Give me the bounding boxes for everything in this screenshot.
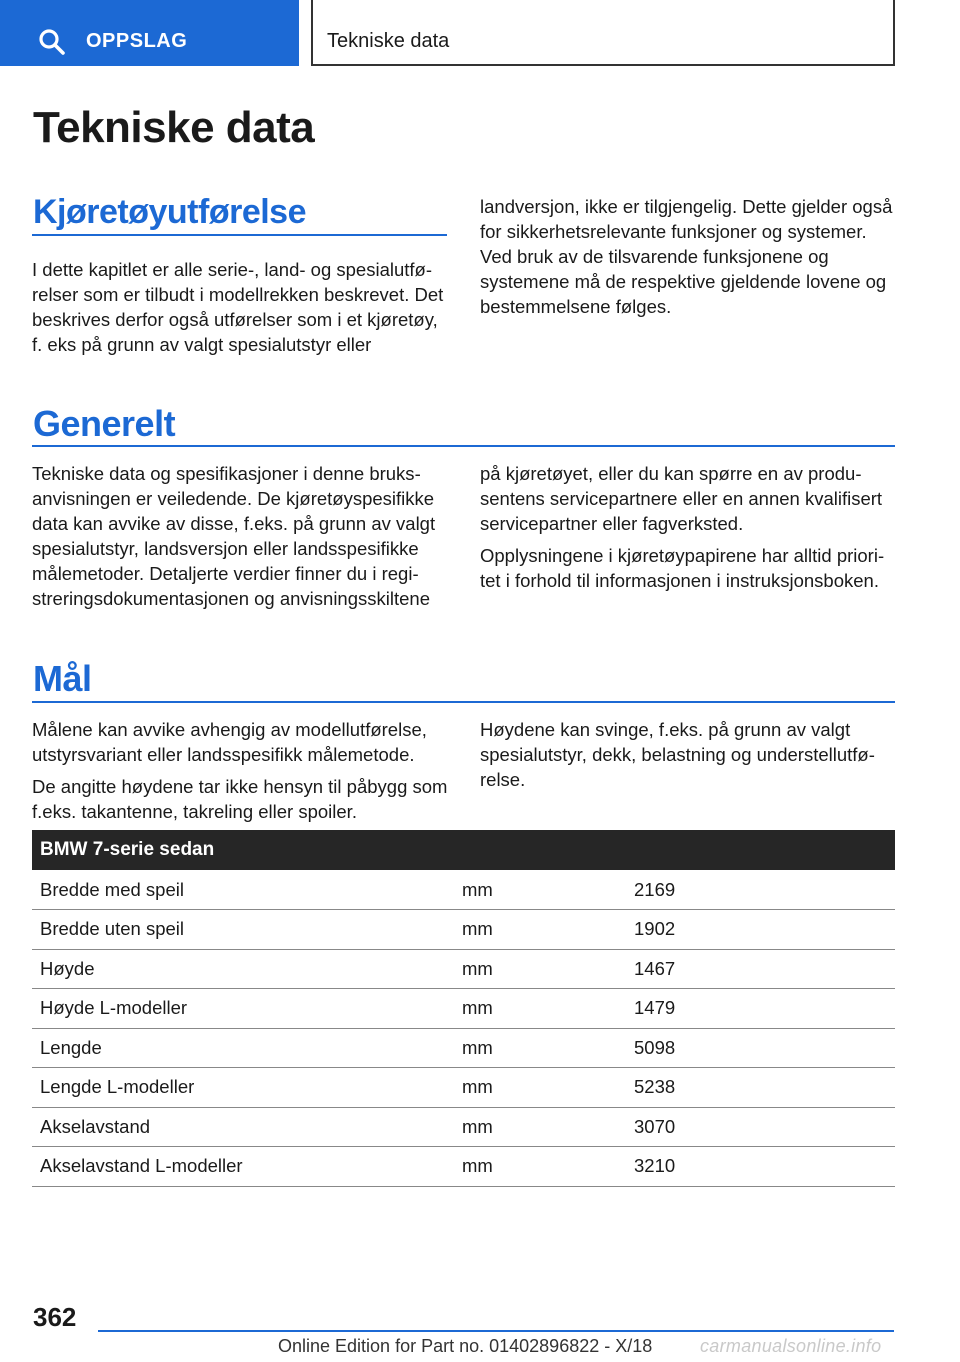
row-value: 3210	[634, 1147, 895, 1187]
section-heading-vehicle: Kjøretøyutførelse	[33, 193, 306, 231]
row-label: Lengde	[32, 1028, 462, 1068]
row-label: Akselavstand L-modeller	[32, 1147, 462, 1187]
row-value: 1902	[634, 910, 895, 950]
table-header: BMW 7-serie sedan	[32, 830, 895, 870]
row-value: 2169	[634, 870, 895, 910]
row-unit: mm	[462, 870, 634, 910]
general-text-right	[480, 461, 896, 600]
row-value: 3070	[634, 1107, 895, 1147]
table-row	[32, 1107, 895, 1147]
table-row	[32, 1068, 895, 1108]
row-label: Høyde	[32, 949, 462, 989]
row-unit: mm	[462, 1107, 634, 1147]
row-label: Akselavstand	[32, 1107, 462, 1147]
general-text-left	[32, 461, 450, 618]
row-unit: mm	[462, 1028, 634, 1068]
dimensions-text-left	[32, 717, 450, 831]
row-label: Lengde L-modeller	[32, 1068, 462, 1108]
row-unit: mm	[462, 1147, 634, 1187]
paragraph: Målene kan avvike avhengig av modellutførelse, utstyrsvariant eller landsspesifikk målemetode.	[32, 719, 427, 765]
watermark: carmanualsonline.info	[700, 1336, 882, 1356]
row-unit: mm	[462, 949, 634, 989]
paragraph: landversjon, ikke er tilgjengelig. Dette gjelder også for sikkerhetsrelevante funksjoner og systemer. Ved bruk av de tilsvarende funksjonene og systemene må de respektive gjeldende lovene og bestemmelsene følges.	[480, 196, 893, 317]
row-unit: mm	[462, 989, 634, 1029]
edition-text: Online Edition for Part no. 01402896822 - X/18	[278, 1336, 653, 1356]
section-rule-vehicle	[32, 234, 447, 236]
breadcrumb-label: Tekniske data	[327, 30, 450, 52]
table-row	[32, 1147, 895, 1187]
search-label: OPPSLAG	[86, 30, 188, 52]
row-label: Høyde L-modeller	[32, 989, 462, 1029]
row-label: Bredde uten speil	[32, 910, 462, 950]
search-button[interactable]	[0, 0, 299, 66]
breadcrumb[interactable]	[311, 0, 895, 66]
paragraph: Tekniske data og spesifikasjoner i denne bruksanvisningen er veiledende. De kjøretøyspesifikke data kan avvike av disse, f.eks. på grunn av valgt spesialutstyr, landsversjon eller landsspesifikke målemetoder. Detaljerte verdier finner du i registreringsdokumentasjonen og anvisningsskiltene	[32, 463, 436, 609]
paragraph: på kjøretøyet, eller du kan spørre en av produsentens servicepartnere eller en annen kvalifisert servicepartner eller fagverksted.	[480, 463, 883, 534]
table-row	[32, 989, 895, 1029]
row-label: Bredde med speil	[32, 870, 462, 910]
row-unit: mm	[462, 1068, 634, 1108]
vehicle-text-left	[32, 257, 448, 364]
search-icon	[38, 28, 66, 56]
dimensions-text-right	[480, 717, 896, 799]
section-rule-dimensions	[32, 701, 895, 703]
row-unit: mm	[462, 910, 634, 950]
table-header-row	[32, 830, 895, 870]
section-heading-dimensions: Mål	[33, 658, 92, 699]
footer-rule	[98, 1330, 894, 1332]
paragraph: Opplysningene i kjøretøypapirene har alltid prioritet i forhold til informasjonen i instruksjonsboken.	[480, 545, 885, 591]
table-row	[32, 949, 895, 989]
section-rule-general	[32, 445, 895, 447]
paragraph: I dette kapitlet er alle serie-, land- og spesialutførelser som er tilbudt i modellrekken beskrevet. Det beskrives derfor også utførelser som i et kjøretøy, f. eks på grunn av valgt spesialutstyr eller	[32, 259, 444, 355]
page-number: 362	[33, 1302, 77, 1332]
section-heading-general: Generelt	[33, 403, 176, 444]
row-value: 1479	[634, 989, 895, 1029]
paragraph: De angitte høydene tar ikke hensyn til påbygg som f.eks. takantenne, takreling eller spoiler.	[32, 776, 448, 822]
page-title: Tekniske data	[33, 103, 315, 152]
table-row	[32, 910, 895, 950]
table-row	[32, 1028, 895, 1068]
row-value: 5098	[634, 1028, 895, 1068]
dimensions-table	[32, 830, 895, 1187]
vehicle-text-right	[480, 194, 896, 326]
row-value: 1467	[634, 949, 895, 989]
row-value: 5238	[634, 1068, 895, 1108]
top-bar	[0, 0, 960, 66]
table-row	[32, 870, 895, 910]
paragraph: Høydene kan svinge, f.eks. på grunn av valgt spesialutstyr, dekk, belastning og understellutførelse.	[480, 719, 875, 790]
